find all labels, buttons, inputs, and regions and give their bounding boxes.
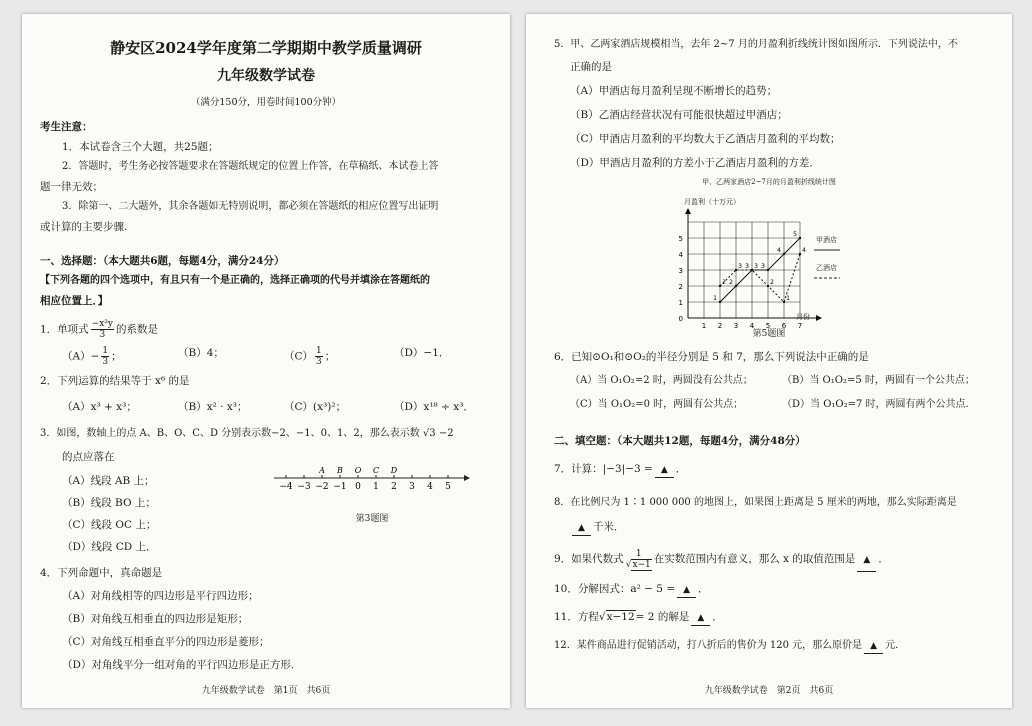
q1-a-label: （A）− bbox=[62, 350, 100, 363]
chart-origin-label: 0 bbox=[678, 315, 683, 323]
number-line-figure bbox=[272, 456, 472, 506]
q7-answer-blank: ▲ bbox=[655, 463, 674, 478]
axis-point-D: D bbox=[390, 466, 398, 475]
question-6: 6．已知⊙O₁和⊙O₂的半径分别是 5 和 7，那么下列说法中正确的是 bbox=[554, 351, 869, 363]
axis-point-A: A bbox=[319, 466, 325, 475]
section-2-heading: 二、填空题：（本大题共12题，每题4分，满分48分） bbox=[554, 435, 806, 447]
q4-option-d: （D）对角线平分一组对角的平行四边形是正方形． bbox=[62, 659, 302, 671]
q10-answer-blank: ▲ bbox=[677, 583, 696, 598]
q9-denominator: √x−1 bbox=[625, 559, 651, 570]
q9-suffix: 在实数范围内有意义，那么 x 的取值范围是 bbox=[653, 553, 856, 565]
axis-point-O: O bbox=[354, 466, 362, 475]
section-1-heading: 一、选择题：（本大题共6题，每题4分，满分24分） bbox=[40, 255, 285, 267]
chart-y-arrow bbox=[685, 208, 691, 214]
chart-y-label: 月盈利（十万元） bbox=[684, 198, 740, 206]
page-1-footer: 九年级数学试卷 第1页 共6页 bbox=[201, 686, 331, 696]
page-2-footer: 九年级数学试卷 第2页 共6页 bbox=[704, 686, 834, 696]
q4-option-c: （C）对角线互相垂直平分的四边形是菱形； bbox=[62, 636, 270, 648]
chart-data-label: 4 bbox=[777, 247, 781, 254]
q3-option-c: （C）线段 OC 上； bbox=[62, 519, 157, 531]
chart-x-tick-label: 7 bbox=[797, 322, 803, 330]
q9-fraction bbox=[626, 549, 652, 570]
chart-data-label: 5 bbox=[793, 231, 797, 238]
q1-a-num: 1 bbox=[102, 346, 109, 356]
chart-data-label: 2 bbox=[770, 279, 774, 286]
q1-c-fraction bbox=[315, 346, 323, 367]
q7-text: 7．计算：|−3|−3 = bbox=[554, 463, 653, 475]
q5-option-b: （B）乙酒店经营状况有可能很快超过甲酒店； bbox=[570, 109, 788, 121]
figure-3-caption: 第3题图 bbox=[355, 514, 389, 524]
q6-option-d: （D）当 O₁O₂=7 时，两圆有两个公共点． bbox=[782, 399, 976, 410]
q1-a-den: 3 bbox=[102, 357, 109, 367]
chart-point bbox=[719, 285, 721, 287]
chart-x-tick-label: 2 bbox=[717, 322, 723, 330]
q9-answer-blank: ▲ bbox=[857, 549, 876, 572]
q9-prefix: 9．如果代数式 bbox=[554, 553, 624, 565]
q8-unit: 千米． bbox=[592, 521, 625, 533]
q5-option-d: （D）甲酒店月盈利的方差小于乙酒店月盈利的方差． bbox=[570, 157, 820, 169]
notice-1: 1．本试卷含三个大题，共25题； bbox=[62, 141, 219, 153]
axis-tick-label: −1 bbox=[333, 482, 347, 492]
question-2: 2．下列运算的结果等于 x⁶ 的是 bbox=[40, 375, 190, 387]
q1-c-den: 3 bbox=[316, 357, 322, 367]
q10-text: 10．分解因式：a² − 5 = bbox=[554, 583, 676, 595]
chart-data-label: 3 bbox=[738, 263, 742, 270]
q3-option-d: （D）线段 CD 上． bbox=[62, 541, 157, 553]
chart-point bbox=[799, 237, 801, 239]
chart-point bbox=[783, 301, 785, 303]
q9-radicand: x−1 bbox=[632, 559, 651, 570]
notice-2a: 2．答题时，考生务必按答题要求在答题纸规定的位置上作答，在草稿纸、本试卷上答 bbox=[62, 161, 439, 172]
q1-suffix: 的系数是 bbox=[116, 323, 158, 336]
q1-fraction bbox=[91, 319, 114, 340]
chart-x-tick-label: 1 bbox=[701, 322, 707, 330]
exam-subtitle: 九年级数学试卷 bbox=[217, 68, 315, 84]
q1-denominator: 3 bbox=[99, 330, 106, 340]
chart-point bbox=[767, 285, 769, 287]
chart-data-label: 1 bbox=[713, 295, 717, 302]
q2-option-a: （A）x³ + x³； bbox=[62, 401, 137, 413]
q3-option-b: （B）线段 BO 上； bbox=[62, 497, 156, 509]
legend-line-yi bbox=[814, 275, 842, 281]
q12-text: 12．某件商品进行促销活动，打八折后的售价为 120 元，那么原价是 bbox=[554, 640, 863, 651]
chart-point bbox=[767, 269, 769, 271]
question-3b: 的点应落在 bbox=[62, 451, 115, 463]
axis-tick-label: 2 bbox=[391, 482, 397, 492]
figure-5-caption: 第5题图 bbox=[752, 329, 786, 339]
axis-tick-label: 1 bbox=[373, 482, 379, 492]
chart-data-label: 3 bbox=[761, 263, 765, 270]
q1-c-num: 1 bbox=[316, 346, 322, 356]
axis-tick-label: −3 bbox=[297, 482, 311, 492]
q1-option-c: （C） $\frac{1}{3}$ ； bbox=[284, 346, 336, 367]
question-7: 7．计算：|−3|−3 = ▲ ． bbox=[554, 462, 686, 478]
chart-y-tick-label: 3 bbox=[678, 267, 683, 275]
q11-answer-blank: ▲ bbox=[691, 611, 710, 626]
axis-tick-label: −2 bbox=[315, 482, 329, 492]
chart-x-tick-label: 4 bbox=[749, 322, 755, 330]
q4-option-a: （A）对角线相等的四边形是平行四边形； bbox=[62, 590, 259, 602]
q12-unit: 元． bbox=[885, 640, 906, 651]
notice-heading: 考生注意： bbox=[40, 121, 93, 133]
section-1-note-b: 相应位置上．】 bbox=[40, 295, 109, 307]
chart-data-label: 2 bbox=[722, 279, 726, 286]
profit-line-chart bbox=[666, 194, 846, 330]
q2-option-b: （B）x² · x³； bbox=[178, 401, 248, 413]
chart-x-tick-label: 5 bbox=[765, 322, 771, 330]
q8-answer-blank: ▲ bbox=[572, 521, 591, 536]
axis-point-B: B bbox=[337, 466, 343, 475]
q6-option-c: （C）当 O₁O₂=0 时，两圆有公共点； bbox=[570, 399, 744, 410]
legend-label-jia: 甲酒店 bbox=[816, 236, 837, 244]
q5-option-c: （C）甲酒店月盈利的平均数大于乙酒店月盈利的平均数； bbox=[570, 133, 841, 145]
q11-prefix: 11．方程 bbox=[554, 611, 599, 623]
q1-a-fraction bbox=[101, 346, 109, 367]
q6-option-b: （B）当 O₁O₂=5 时，两圆有一个公共点； bbox=[782, 375, 975, 386]
q5-option-a: （A）甲酒店每月盈利呈现不断增长的趋势； bbox=[570, 85, 778, 97]
chart-title: 甲、乙两家酒店2~7月的月盈利折线统计图 bbox=[702, 178, 836, 186]
chart-data-label: 2 bbox=[729, 279, 733, 286]
question-5a: 5．甲、乙两家酒店规模相当，去年 2~7 月的月盈利折线统计图如图所示．下列说法中，不 bbox=[554, 39, 958, 50]
chart-point bbox=[799, 253, 801, 255]
axis-tick-label: 0 bbox=[355, 482, 361, 492]
notice-2b: 题一律无效； bbox=[40, 181, 103, 193]
exam-info: （满分150分，用卷时间100分钟） bbox=[190, 97, 342, 108]
q1-prefix: 1．单项式 bbox=[40, 323, 89, 336]
chart-point bbox=[783, 253, 785, 255]
notice-3b: 或计算的主要步骤. bbox=[40, 221, 128, 233]
q1-c-label: （C） bbox=[284, 350, 314, 363]
question-12 bbox=[554, 639, 905, 654]
chart-data-label: 3 bbox=[754, 263, 758, 270]
chart-y-tick-label: 4 bbox=[678, 251, 683, 259]
question-5b: 正确的是 bbox=[570, 61, 612, 73]
chart-y-tick-label: 5 bbox=[678, 235, 683, 243]
question-3a: 3．如图，数轴上的点 A、B、O、C、D 分别表示数−2、−1、0、1、2，那么表示数 √3 −2 bbox=[40, 428, 454, 439]
question-8a: 8．在比例尺为 1∶1 000 000 的地图上，如果图上距离是 5 厘米的两地，那么实际距离是 bbox=[554, 497, 957, 508]
axis-tick-label: −4 bbox=[279, 482, 293, 492]
q2-option-d: （D）x¹⁸ ÷ x³． bbox=[394, 401, 474, 413]
chart-y-tick-label: 2 bbox=[678, 283, 683, 291]
q9-numerator: 1 bbox=[635, 548, 642, 559]
q11-suffix: = 2 的解是 bbox=[635, 611, 690, 623]
q1-option-b: （B）4； bbox=[178, 347, 224, 359]
chart-point bbox=[735, 269, 737, 271]
axis-point-C: C bbox=[372, 466, 380, 475]
exam-title: 静安区2024学年度第二学期期中教学质量调研 bbox=[110, 39, 422, 57]
q12-answer-blank: ▲ bbox=[864, 639, 883, 654]
q4-option-b: （B）对角线互相垂直的四边形是矩形； bbox=[62, 613, 249, 625]
exam-page-2 bbox=[526, 14, 1012, 708]
question-11: 11．方程√x−12= 2 的解是 ▲ ． bbox=[554, 610, 723, 626]
legend-label-yi: 乙酒店 bbox=[816, 264, 837, 272]
q11-radicand: x−12 bbox=[606, 611, 635, 623]
chart-point bbox=[735, 285, 737, 287]
chart-point bbox=[751, 269, 753, 271]
question-1 bbox=[40, 319, 158, 340]
axis-tick-label: 4 bbox=[427, 482, 433, 492]
question-4: 4．下列命题中，真命题是 bbox=[40, 567, 163, 579]
question-8b bbox=[570, 520, 624, 536]
q1-option-a: （A）− $\frac{1}{3}$ ； bbox=[62, 346, 122, 367]
exam-page-1 bbox=[22, 14, 510, 708]
q1-numerator: −x²y bbox=[91, 319, 113, 329]
chart-x-arrow bbox=[816, 315, 822, 321]
chart-x-tick-label: 3 bbox=[733, 322, 739, 330]
chart-x-label: 月份 bbox=[796, 313, 810, 321]
chart-data-label: 3 bbox=[745, 263, 749, 270]
q3-option-a: （A）线段 AB 上； bbox=[62, 475, 155, 487]
chart-data-label: 1 bbox=[786, 295, 790, 302]
notice-3a: 3．除第一、二大题外，其余各题如无特别说明，都必须在答题纸的相应位置写出证明 bbox=[62, 201, 439, 212]
chart-point bbox=[719, 301, 721, 303]
axis-tick-label: 3 bbox=[409, 482, 415, 492]
axis-tick-label: 5 bbox=[445, 482, 451, 492]
number-line-arrow bbox=[464, 475, 470, 481]
chart-data-label: 4 bbox=[802, 247, 806, 254]
chart-y-tick-label: 1 bbox=[678, 299, 683, 307]
question-10: 10．分解因式：a² − 5 = ▲ ． bbox=[554, 582, 709, 598]
legend-line-jia bbox=[814, 247, 842, 253]
section-1-note-a: 【下列各题的四个选项中，有且只有一个是正确的，选择正确项的代号并填涂在答题纸的 bbox=[40, 275, 430, 286]
q6-option-a: （A）当 O₁O₂=2 时，两圆没有公共点； bbox=[570, 375, 753, 386]
q2-option-c: （C）(x³)²； bbox=[284, 401, 347, 413]
chart-x-tick-label: 6 bbox=[781, 322, 787, 330]
q1-option-d: （D）−1． bbox=[394, 347, 450, 359]
question-9: 9．如果代数式 $\frac{1}{√x-1}$ 在实数范围内有意义，那么 x 的取值范围是 ▲ ． bbox=[554, 548, 889, 570]
